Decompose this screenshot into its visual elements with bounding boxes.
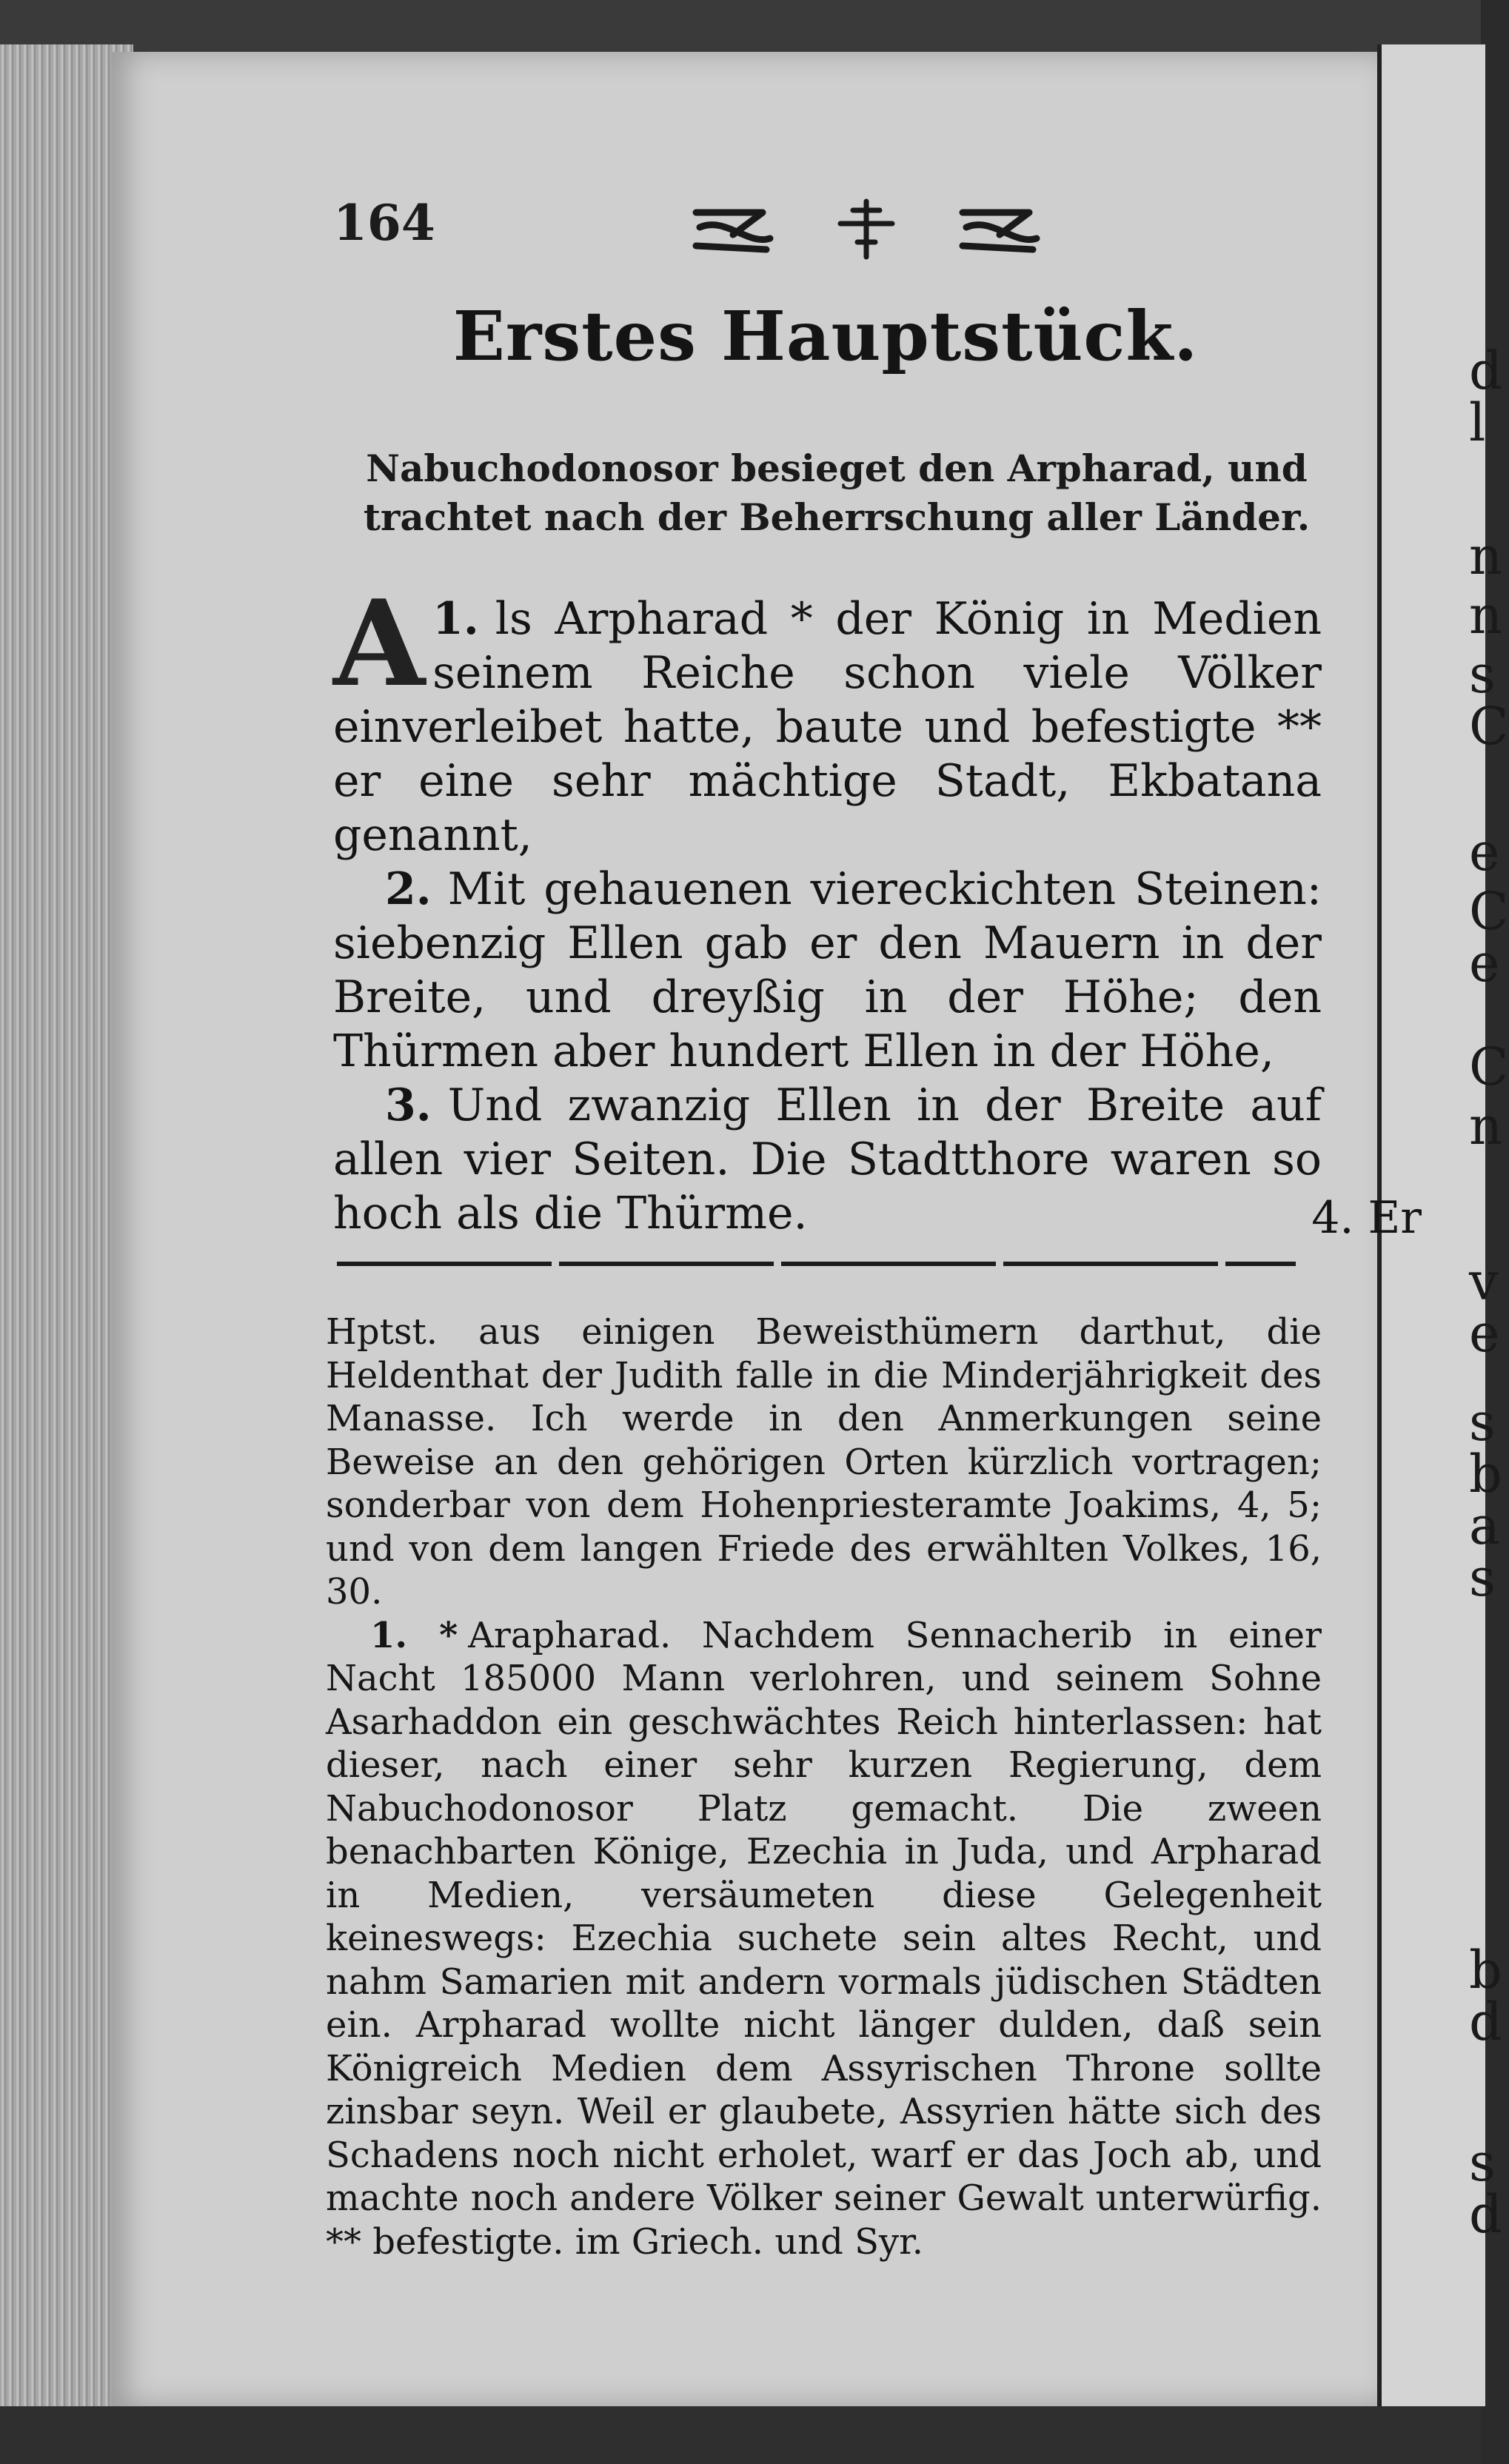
footnote-continuation: Hptst. aus einigen Beweisthümern darthut, die Heldenthat der Judith falle in die Minderjährigkeit des Manasse. Ich werde in den Anmerkungen seine Beweise an den gehörigen Orten kürzlich vortragen; sonderbar von dem Hohenpriesteramte Joakims, 4, 5; und von dem langen Friede des erwählten Volkes, 16, 30. (326, 1311, 1322, 1613)
page-number: 164 (333, 194, 435, 252)
facing-page-letter: d (1469, 2184, 1502, 2245)
facing-page-letter: a (1469, 1496, 1500, 1556)
verse-content: Und zwanzig Ellen in der Breite auf allen vier Seiten. Die Stadtthore waren so hoch als die Thürme. (333, 1079, 1322, 1239)
facing-page-letter: s (1469, 2132, 1496, 2193)
facing-page-letter: l (1469, 392, 1486, 453)
verse-content: ls Arpharad * der König in Medien seinem Reiche schon viele Völker einverleibet hatte, baute und befestigte ** er eine sehr mächtige Stadt, Ekbatana genannt, (333, 593, 1322, 861)
scan-background-top (0, 0, 1481, 52)
facing-page-letter: n (1469, 585, 1503, 646)
facing-page-letter: e (1469, 1303, 1500, 1364)
verse-content: Mit gehauenen viereckichten Steinen: siebenzig Ellen gab er den Mauern in der Breite, und dreyßig in der Höhe; den Thürmen aber hundert Ellen in der Höhe, (333, 863, 1322, 1077)
chapter-title: Erstes Hauptstück. (452, 296, 1199, 376)
verse-3 (333, 1079, 1322, 1241)
chapter-summary: Nabuchodonosor besieget den Arpharad, und trachtet nach der Beherrschung aller Länder. (363, 446, 1311, 539)
footnote-divider (337, 1262, 1296, 1266)
facing-page-letter: v (1469, 1251, 1499, 1312)
verse-number: 1. (432, 593, 479, 645)
footnote-marker: 1. * (370, 1614, 458, 1656)
verse-number: 3. (385, 1079, 432, 1131)
facing-page-letter: e (1469, 822, 1500, 883)
facing-page-letter: b (1469, 1940, 1502, 2001)
facing-page-letter: e (1469, 933, 1500, 994)
footnote-content: Arapharad. Nachdem Sennacherib in einer Nacht 185000 Mann verlohren, und seinem Sohne Asarhaddon ein geschwächtes Reich hinterlassen: hat dieser, nach einer sehr kurzen Regierung, dem Nabuchodonosor Platz gemacht. Die zween benachbarten Könige, Ezechia in Juda, und Arpharad in Medien, versäumeten diese Gelegenheit keineswegs: Ezechia suchete sein altes Recht, und nahm Samarien mit andern vormals jüdischen Städten ein. Arpharad wollte nicht länger dulden, daß sein Königreich Medien dem Assyrischen Throne sollte zinsbar seyn. Weil er glaubete, Assyrien hätte sich des Schadens noch nicht erholet, warf er das Joch ab, und machte noch andere Völker seiner Gewalt unterwürfig. ** befestigte. im Griech. und Syr. (326, 1614, 1322, 2263)
facing-page-letter: s (1469, 1547, 1496, 1608)
facing-page-letter: b (1469, 1444, 1502, 1504)
verse-1 (333, 574, 1322, 863)
scan-background-bottom (0, 2406, 1481, 2464)
catchword: 4. Er (1311, 1192, 1422, 1244)
facing-page-letter: s (1469, 644, 1496, 705)
verse-text (333, 574, 1322, 1241)
facing-page-letter: C (1469, 881, 1509, 942)
facing-page-letter: C (1469, 1037, 1509, 1097)
facing-page-letter: C (1469, 696, 1509, 757)
facing-page-letter: s (1469, 1392, 1496, 1453)
footnotes (326, 1310, 1322, 2263)
footnote-1 (326, 1614, 1322, 2264)
page-header (333, 194, 1318, 261)
facing-page-letter: d (1469, 1992, 1502, 2052)
facing-page-letter: n (1469, 526, 1503, 586)
header-ornament-icon (681, 194, 1051, 261)
facing-page-letter: d (1469, 341, 1502, 401)
verse-2 (333, 863, 1322, 1079)
drop-capital: A (333, 574, 426, 713)
facing-page-letter: n (1469, 1096, 1503, 1156)
verse-number: 2. (385, 863, 432, 915)
